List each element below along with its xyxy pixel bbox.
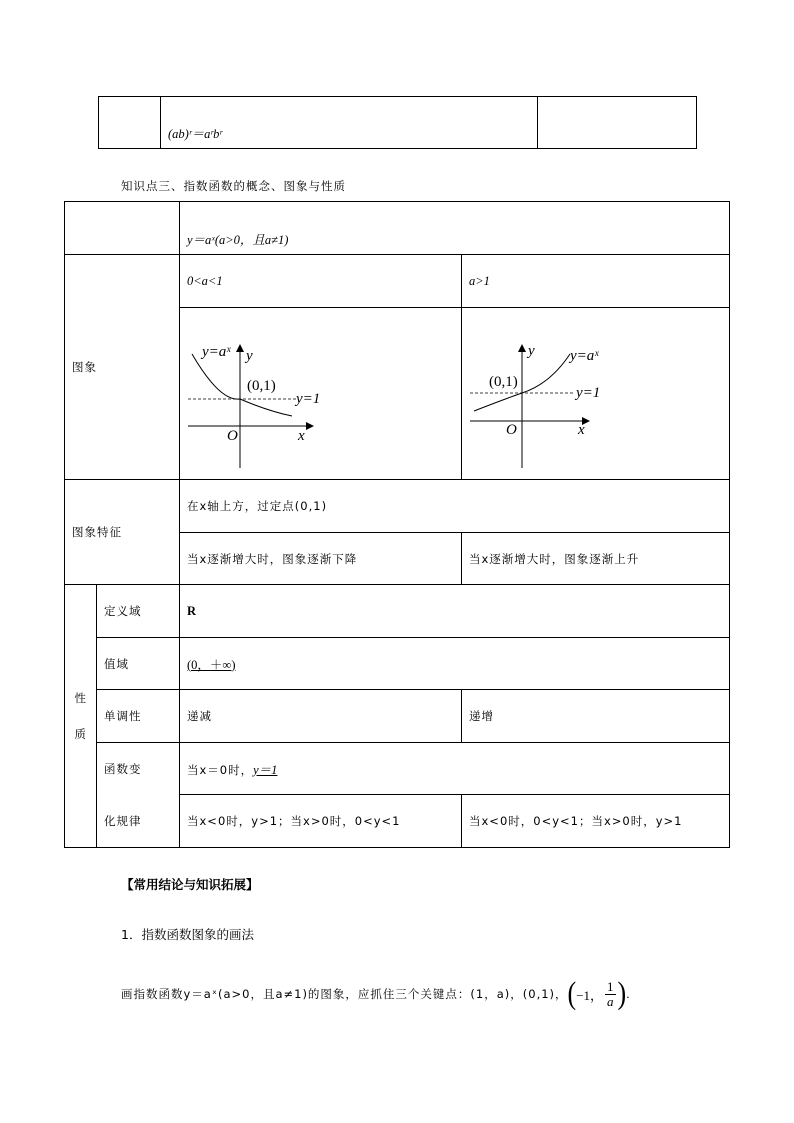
graph-decreasing xyxy=(180,308,462,475)
origin-label: O xyxy=(227,428,238,444)
top-table-empty-left xyxy=(99,97,161,149)
key-point-neg: ( −1， 1 a ) . xyxy=(567,976,630,1011)
change-large: 当x<0时，0<y<1；当x>0时，y>1 xyxy=(462,795,730,848)
range-value: (0，＋∞) xyxy=(187,657,236,672)
feature-common-cell: 在x轴上方，过定点(0,1) xyxy=(180,480,730,533)
feature-small-cell: 当x逐渐增大时，图象逐渐下降 xyxy=(180,533,462,585)
change-label-top: 函数变 xyxy=(97,743,180,795)
definition-cell: y＝aˣ(a>0，且a≠1) xyxy=(180,202,730,255)
feature-large-cell: 当x逐渐增大时，图象逐渐上升 xyxy=(462,533,730,585)
properties-label-cell xyxy=(65,585,97,848)
x-axis-label: x xyxy=(298,428,305,444)
section-title: 知识点三、指数函数的概念、图象与性质 xyxy=(121,179,346,193)
range-cell xyxy=(180,638,730,690)
monotonic-small: 递减 xyxy=(180,690,462,743)
monotonic-large: 递增 xyxy=(462,690,730,743)
x-axis-label: x xyxy=(578,422,585,438)
y-axis-arrow-icon xyxy=(236,344,244,352)
y-axis-label: y xyxy=(246,348,253,364)
properties-label: 性质 xyxy=(74,691,87,741)
graph-small-cell xyxy=(180,308,462,480)
domain-value: R xyxy=(180,585,730,638)
asymptote-label: y=1 xyxy=(296,391,321,407)
exponential-function-table xyxy=(64,201,730,848)
curve-label: y=aˣ xyxy=(202,344,231,360)
left-paren-icon: ( xyxy=(567,976,577,1011)
case-large-cell: a>1 xyxy=(462,255,730,308)
change-common-value: y＝1 xyxy=(253,762,278,777)
top-table xyxy=(98,96,697,149)
range-label: 值域 xyxy=(97,638,180,690)
features-label: 图象特征 xyxy=(65,480,180,585)
graph-increasing xyxy=(462,308,730,475)
domain-label: 定义域 xyxy=(97,585,180,638)
item1-text: 画指数函数y＝aˣ(a>0，且a≠1)的图象，应抓住三个关键点：(1，a)，(0,1)， xyxy=(121,987,568,1001)
asymptote-label: y=1 xyxy=(576,385,601,401)
y-axis-label: y xyxy=(528,343,535,359)
origin-label: O xyxy=(506,422,517,438)
item1-paragraph xyxy=(121,976,629,1012)
right-paren-icon: ) xyxy=(617,976,627,1011)
monotonic-label: 单调性 xyxy=(97,690,180,743)
y-axis-arrow-icon xyxy=(518,344,526,352)
top-table-empty-right xyxy=(538,97,697,149)
curve-label: y=aˣ xyxy=(570,348,599,364)
point-label: (0,1) xyxy=(247,378,276,394)
item1-heading: 1．指数函数图象的画法 xyxy=(121,927,254,942)
change-small: 当x<0时，y>1；当x>0时，0<y<1 xyxy=(180,795,462,848)
case-small-cell: 0<a<1 xyxy=(180,255,462,308)
fraction: 1 a xyxy=(607,978,614,1009)
change-label-bottom: 化规律 xyxy=(97,795,180,848)
graph-large-cell xyxy=(462,308,730,480)
change-common-cell: 当x＝0时，y＝1 xyxy=(180,743,730,795)
top-table-rule: (ab)ʳ＝aʳbʳ xyxy=(161,97,538,149)
x-axis-arrow-icon xyxy=(306,422,314,430)
point-label: (0,1) xyxy=(489,374,518,390)
decreasing-curve xyxy=(192,354,292,416)
graph-row-label: 图象 xyxy=(65,255,180,480)
extension-heading: 【常用结论与知识拓展】 xyxy=(121,877,259,892)
definition-label-cell xyxy=(65,202,180,255)
